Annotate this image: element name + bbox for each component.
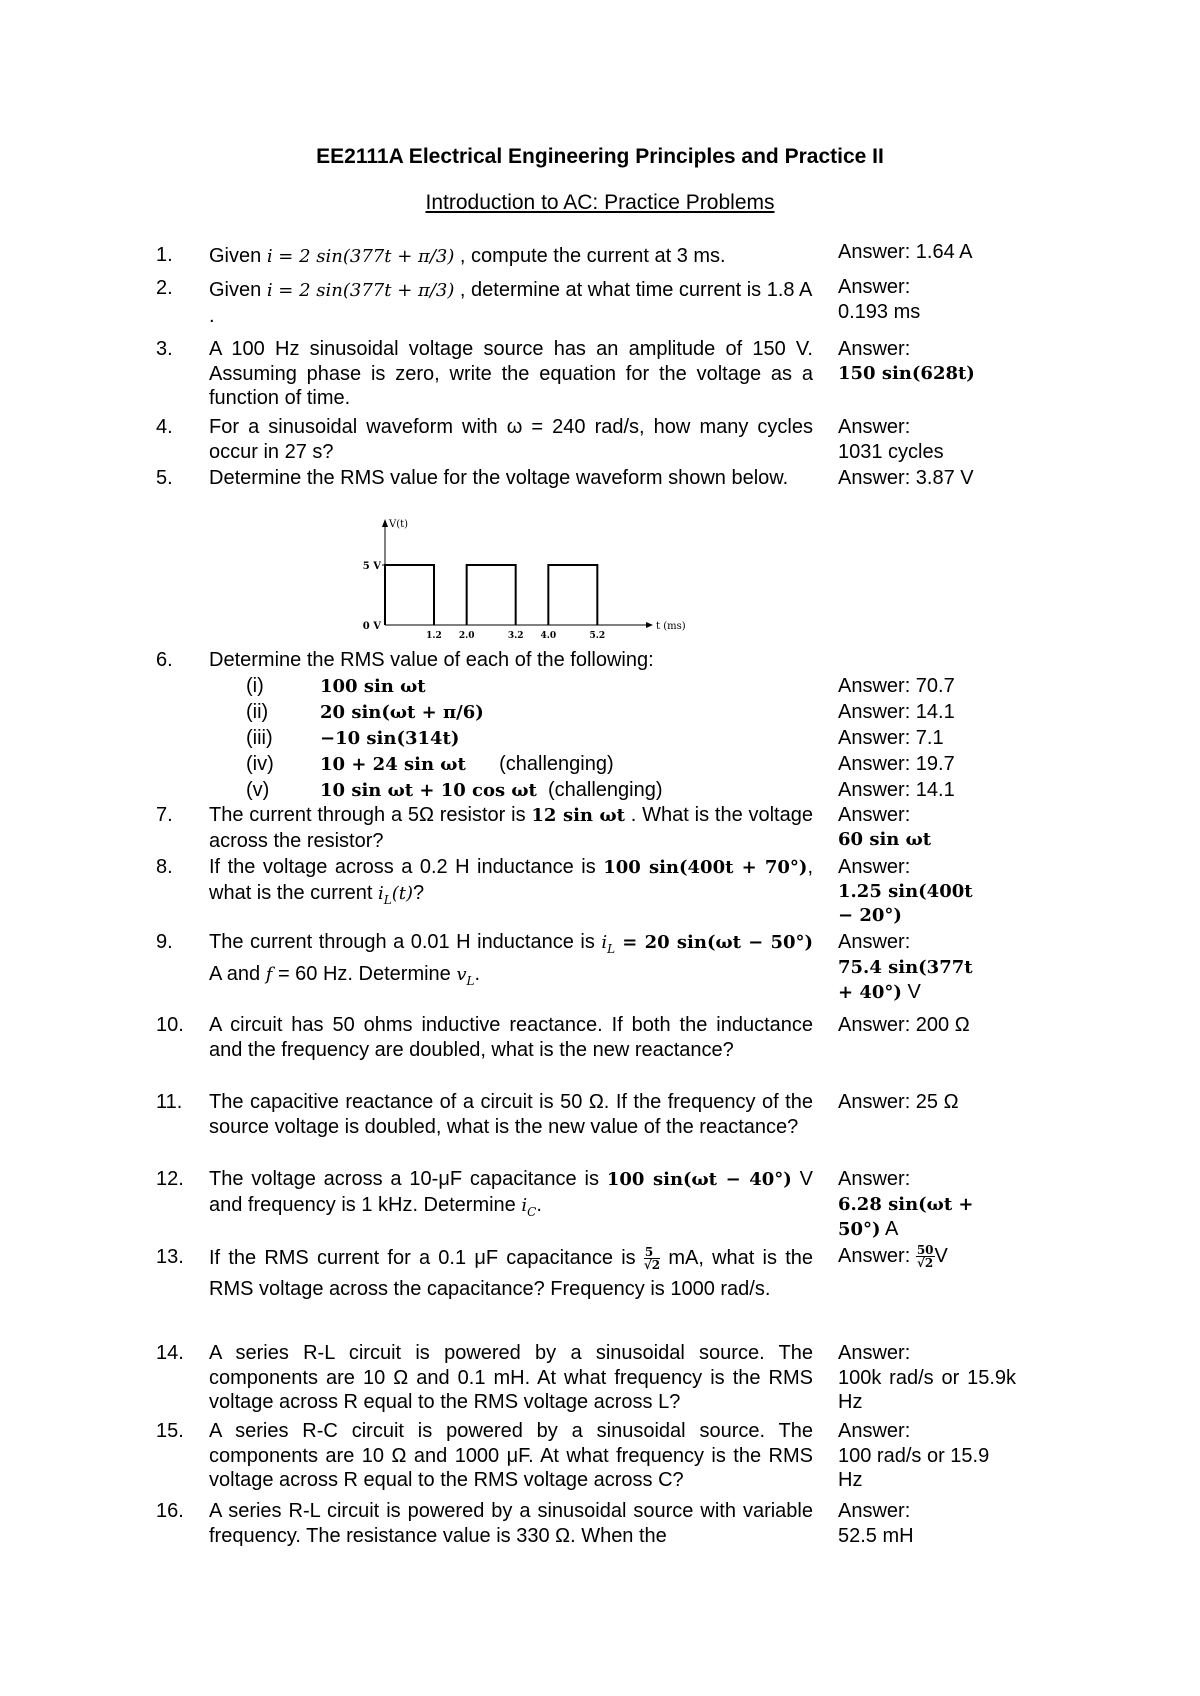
problem-answer: Answer: 52.5 mH: [838, 1500, 914, 1547]
problem-answer: Answer: 0.193 ms: [838, 276, 921, 323]
problem-answer: Answer: 1.64 A: [838, 241, 973, 263]
subpart-expression: 20 sin(ωt + π/6): [320, 702, 484, 723]
problem-question: A series R-L circuit is powered by a sinusoidal source with variable frequency. The resistance value is 330 Ω. When the: [209, 1500, 813, 1547]
problem-question: The current through a 5Ω resistor is 12 sin ωt . What is the voltage across the resistor?: [209, 804, 813, 852]
equation: i = 2 sin(377t + π/3): [266, 280, 455, 301]
subpart-answer: Answer: 7.1: [838, 727, 944, 749]
subpart-index: (i): [246, 675, 264, 697]
subpart-answer: Answer: 19.7: [838, 753, 955, 775]
problem-number: 3.: [156, 338, 173, 360]
y-axis-arrow: [382, 519, 388, 527]
problem-question: The voltage across a 10-μF capacitance is 100 sin(ωt − 40°) V and frequency is 1 kHz. Determine $i_C$.: [209, 1168, 813, 1219]
problem-question: If the RMS current for a 0.1 μF capacitance is $\frac{5}{√2}$ mA, what is the RMS voltage across the capacitance? Frequency is 1000 rad/s.: [209, 1245, 814, 1300]
problem-answer: Answer: 1.25 sin(400t − 20°): [838, 856, 973, 926]
problem-answer: Answer: 1031 cycles: [838, 416, 944, 463]
problem-answer: Answer: 200 Ω: [838, 1014, 970, 1036]
subpart-expression: 10 sin ωt + 10 cos ωt (challenging): [320, 779, 663, 801]
problem-question: The capacitive reactance of a circuit is 50 Ω. If the frequency of the source voltage is doubled, what is the new value of the reactance?: [209, 1091, 813, 1138]
problem-answer: Answer: 6.28 sin(ωt + 50°) A: [838, 1168, 974, 1240]
subpart-index: (ii): [246, 701, 269, 723]
problem-number: 15.: [156, 1420, 184, 1442]
subpart-expression: −10 sin(314t): [320, 728, 460, 749]
subpart-expression: 100 sin ωt: [320, 676, 426, 697]
subpart-answer: Answer: 70.7: [838, 675, 955, 697]
subpart-index: (v): [246, 779, 270, 801]
problem-answer: Answer: 25 Ω: [838, 1091, 959, 1113]
problem-question: If the voltage across a 0.2 H inductance is 100 sin(400t + 70°), what is the current $i_L(t)$?: [209, 856, 814, 907]
subpart-expression: 10 + 24 sin ωt (challenging): [320, 753, 614, 775]
x-axis-label: t (ms): [656, 621, 686, 632]
problem-question: Determine the RMS value for the voltage waveform shown below.: [209, 467, 789, 489]
problem-question: Given i = 2 sin(377t + π/3) , determine at what time current is 1.8 A .: [209, 279, 812, 327]
voltage-waveform-figure: [350, 515, 686, 641]
subpart-answer: Answer: 14.1: [838, 779, 955, 801]
problem-question: The current through a 0.01 H inductance is $i_L = 20$ sin(ωt − 50°) A and f = 60 Hz. Determine $v_L$.: [209, 931, 814, 988]
problem-answer: Answer: 3.87 V: [838, 467, 974, 489]
problem-number: 6.: [156, 649, 173, 671]
y-axis-label: V(t): [389, 519, 409, 530]
x-tick-label: 1.2: [426, 631, 442, 641]
problem-number: 8.: [156, 856, 173, 878]
x-tick-label: 5.2: [589, 631, 606, 641]
problem-question: Given i = 2 sin(377t + π/3) , compute the current at 3 ms.: [209, 245, 726, 267]
problem-number: 9.: [156, 931, 173, 953]
x-tick-label: 3.2: [507, 631, 524, 641]
problem-answer: Answer: 100 rad/s or 15.9 Hz: [838, 1420, 990, 1491]
problem-number: 4.: [156, 416, 173, 438]
document-subtitle: Introduction to AC: Practice Problems: [425, 191, 775, 214]
problem-number: 1.: [156, 244, 173, 266]
y-tick-label: 5 V: [362, 561, 381, 572]
subpart-answer: Answer: 14.1: [838, 701, 955, 723]
problem-answer: Answer: 60 sin ωt: [838, 804, 932, 850]
problem-question: For a sinusoidal waveform with ω = 240 rad/s, how many cycles occur in 27 s?: [209, 416, 813, 463]
fraction: $\frac{5}{√2}$: [643, 1245, 661, 1273]
problem-question: Determine the RMS value of each of the following:: [209, 649, 654, 671]
waveform-pulse: [467, 565, 516, 625]
problem-question: A series R-C circuit is powered by a sinusoidal source. The components are 10 Ω and 1000 μF. At what frequency is the RMS voltage across R equal to the RMS voltage across C?: [209, 1420, 813, 1491]
problem-question: A circuit has 50 ohms inductive reactance. If both the inductance and the frequency are doubled, what is the new reactance?: [209, 1014, 813, 1061]
problem-number: 12.: [156, 1168, 184, 1190]
problem-number: 14.: [156, 1342, 184, 1364]
problem-number: 11.: [156, 1091, 183, 1113]
problem-number: 7.: [156, 804, 173, 826]
document-title: EE2111A Electrical Engineering Principles and Practice II: [316, 145, 884, 168]
subpart-index: (iii): [246, 727, 273, 749]
subpart-index: (iv): [246, 753, 274, 775]
problem-number: 5.: [156, 467, 173, 489]
problem-answer: Answer: 150 sin(628t): [838, 338, 975, 384]
waveform-pulse: [548, 565, 597, 625]
problem-question: A series R-L circuit is powered by a sinusoidal source. The components are 10 Ω and 0.1 mH. At what frequency is the RMS voltage across R equal to the RMS voltage across L?: [209, 1342, 813, 1413]
fraction: $\frac{50}{√2}$: [916, 1243, 934, 1271]
y-tick-label: 0 V: [362, 621, 381, 632]
problem-number: 13.: [156, 1246, 184, 1268]
problem-answer: Answer: $\frac{50}{√2}$ V: [838, 1243, 948, 1271]
problem-number: 10.: [156, 1014, 184, 1036]
problem-answer: Answer: 100k rad/s or 15.9k Hz: [838, 1342, 1016, 1413]
problem-question: A 100 Hz sinusoidal voltage source has an amplitude of 150 V. Assuming phase is zero, write the equation for the voltage as a function of time.: [209, 338, 813, 409]
equation: i = 2 sin(377t + π/3): [266, 246, 455, 267]
x-tick-label: 2.0: [458, 631, 475, 641]
x-tick-label: 4.0: [540, 631, 557, 641]
problem-number: 2.: [156, 277, 173, 299]
waveform-pulse: [385, 565, 434, 625]
problem-number: 16.: [156, 1500, 184, 1522]
x-axis-arrow: [646, 622, 653, 628]
problem-answer: Answer: 75.4 sin(377t + 40°) V: [838, 931, 973, 1003]
